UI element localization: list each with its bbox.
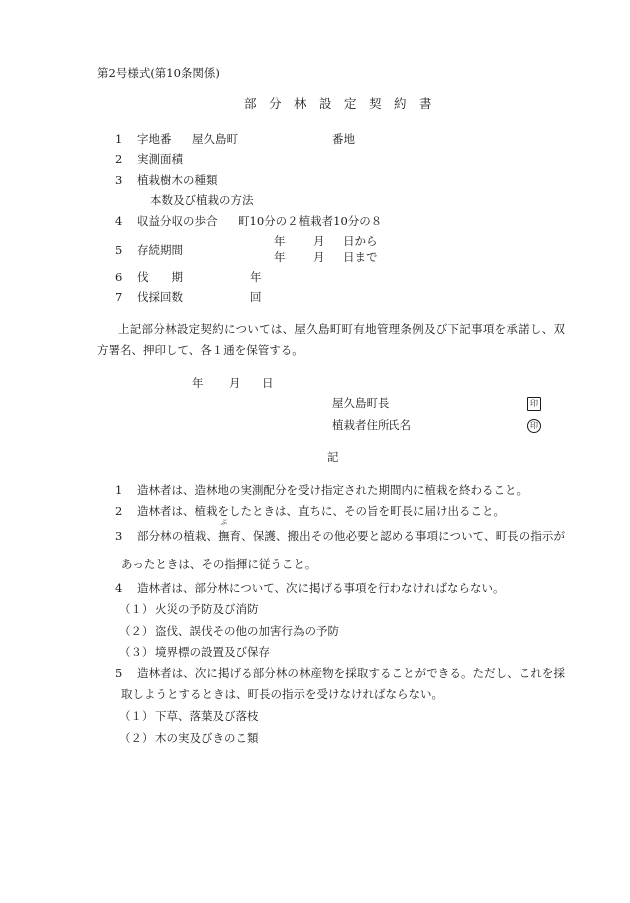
note-subitem bbox=[0, 644, 630, 660]
note-item bbox=[0, 665, 630, 681]
note-text: 造林者は、造林地の実測配分を受け指定された期間内に植栽を終わること。 bbox=[137, 483, 528, 497]
note-text-continuation: 取しようとするときは、町長の指示を受けなければならない。 bbox=[121, 687, 443, 701]
subitem-number: （２） bbox=[119, 731, 154, 745]
item-tree-species bbox=[0, 172, 630, 188]
contract-date bbox=[0, 375, 630, 391]
day-text: 日まで bbox=[343, 250, 378, 264]
item-unit: 年 bbox=[250, 270, 262, 284]
item-felling-period bbox=[0, 269, 630, 285]
note-text: 造林者は、部分林について、次に掲げる事項を行わなければならない。 bbox=[137, 581, 505, 595]
note-text-segment: 部分林の植栽、 bbox=[137, 529, 219, 543]
date-day-unit: 日 bbox=[262, 376, 274, 390]
item-value: 屋久島町 bbox=[192, 132, 238, 146]
note-text-segment: 育、保護、搬出その他必要と認める事項について、町長の指示が bbox=[229, 529, 565, 543]
note-subitem bbox=[0, 623, 630, 639]
form-number-label: 第2号様式(第10条関係) bbox=[97, 66, 220, 80]
planter-address-label: 植栽者住所 bbox=[332, 418, 390, 432]
duration-start-row bbox=[0, 233, 630, 249]
item-suffix: 番地 bbox=[332, 132, 355, 146]
ruby-annotated-char bbox=[218, 518, 230, 544]
month-unit: 月 bbox=[313, 250, 325, 264]
note-text-continuation: あったときは、その指揮に従うこと。 bbox=[121, 557, 317, 571]
subitem-text: 下草、落葉及び落枝 bbox=[155, 709, 259, 723]
item-measured-area bbox=[0, 151, 630, 167]
item-tree-species-sub bbox=[0, 192, 630, 208]
agreement-line: 方署名、押印して、各１通を保管する。 bbox=[97, 343, 304, 357]
mayor-label: 屋久島町長 bbox=[332, 396, 390, 410]
item-felling-count bbox=[0, 289, 630, 305]
note-number: 1 bbox=[115, 483, 123, 497]
note-number: 2 bbox=[115, 504, 123, 518]
item-number: 6 bbox=[115, 270, 123, 284]
item-label: 字地番 bbox=[137, 132, 172, 146]
document-title: 部 分 林 設 定 契 約 書 bbox=[244, 96, 432, 111]
year-unit: 年 bbox=[274, 250, 286, 264]
note-item bbox=[0, 518, 630, 544]
duration-end-row bbox=[0, 249, 630, 265]
subitem-number: （１） bbox=[119, 602, 154, 616]
date-month-unit: 月 bbox=[229, 376, 241, 390]
note-item bbox=[0, 482, 630, 498]
item-label: 植栽樹木の種類 bbox=[137, 173, 218, 187]
subitem-text: 盗伐、誤伐その他の加害行為の予防 bbox=[155, 624, 339, 638]
item-profit-share bbox=[0, 213, 630, 229]
item-label: 収益分収の歩合 bbox=[137, 214, 218, 228]
subitem-number: （２） bbox=[119, 624, 154, 638]
item-number: 1 bbox=[115, 132, 123, 146]
ruby-reading: ぶ bbox=[220, 518, 228, 526]
note-number: 4 bbox=[115, 581, 123, 595]
mayor-seal-mark: 印 bbox=[527, 397, 541, 411]
subitem-text: 木の実及びきのこ類 bbox=[155, 731, 259, 745]
note-text-line bbox=[137, 518, 565, 544]
item-lot-number bbox=[0, 131, 630, 147]
note-text-line: 造林者は、次に掲げる部分林の林産物を採取することができる。ただし、これを採 bbox=[137, 666, 565, 680]
item-number: 4 bbox=[115, 214, 123, 228]
item-unit: 回 bbox=[250, 290, 262, 304]
subitem-text: 境界標の設置及び保存 bbox=[155, 645, 270, 659]
item-number: 2 bbox=[115, 152, 123, 166]
note-subitem bbox=[0, 730, 630, 746]
subitem-text: 火災の予防及び消防 bbox=[155, 602, 259, 616]
day-text: 日から bbox=[343, 234, 378, 248]
note-item bbox=[0, 580, 630, 596]
item-value: 町10分の２植栽者10分の８ bbox=[238, 214, 383, 228]
item-number: 7 bbox=[115, 290, 123, 304]
item-label: 存続期間 bbox=[137, 243, 183, 257]
item-label: 実測面積 bbox=[137, 152, 183, 166]
note-number: 3 bbox=[115, 529, 123, 543]
item-label: 伐 期 bbox=[137, 270, 183, 284]
month-unit: 月 bbox=[313, 234, 325, 248]
year-unit: 年 bbox=[274, 234, 286, 248]
note-subitem bbox=[0, 601, 630, 617]
ruby-base: 撫 bbox=[218, 529, 230, 543]
item-sublabel: 本数及び植栽の方法 bbox=[150, 193, 254, 207]
agreement-line: 上記部分林設定契約については、屋久島町町有地管理条例及び下記事項を承諾し、双 bbox=[118, 322, 565, 336]
planter-seal-mark: 印 bbox=[527, 419, 541, 433]
subitem-number: （１） bbox=[119, 709, 154, 723]
note-item bbox=[0, 503, 630, 519]
note-number: 5 bbox=[115, 666, 123, 680]
note-text: 造林者は、植栽をしたときは、直ちに、その旨を町長に届け出ること。 bbox=[137, 504, 505, 518]
item-number: 3 bbox=[115, 173, 123, 187]
item-label: 伐採回数 bbox=[137, 290, 183, 304]
subitem-number: （３） bbox=[119, 645, 154, 659]
item-number: 5 bbox=[115, 243, 123, 257]
note-subitem bbox=[0, 708, 630, 724]
notes-heading: 記 bbox=[327, 450, 339, 464]
planter-name-label: 氏名 bbox=[388, 418, 411, 432]
date-year-unit: 年 bbox=[192, 376, 204, 390]
